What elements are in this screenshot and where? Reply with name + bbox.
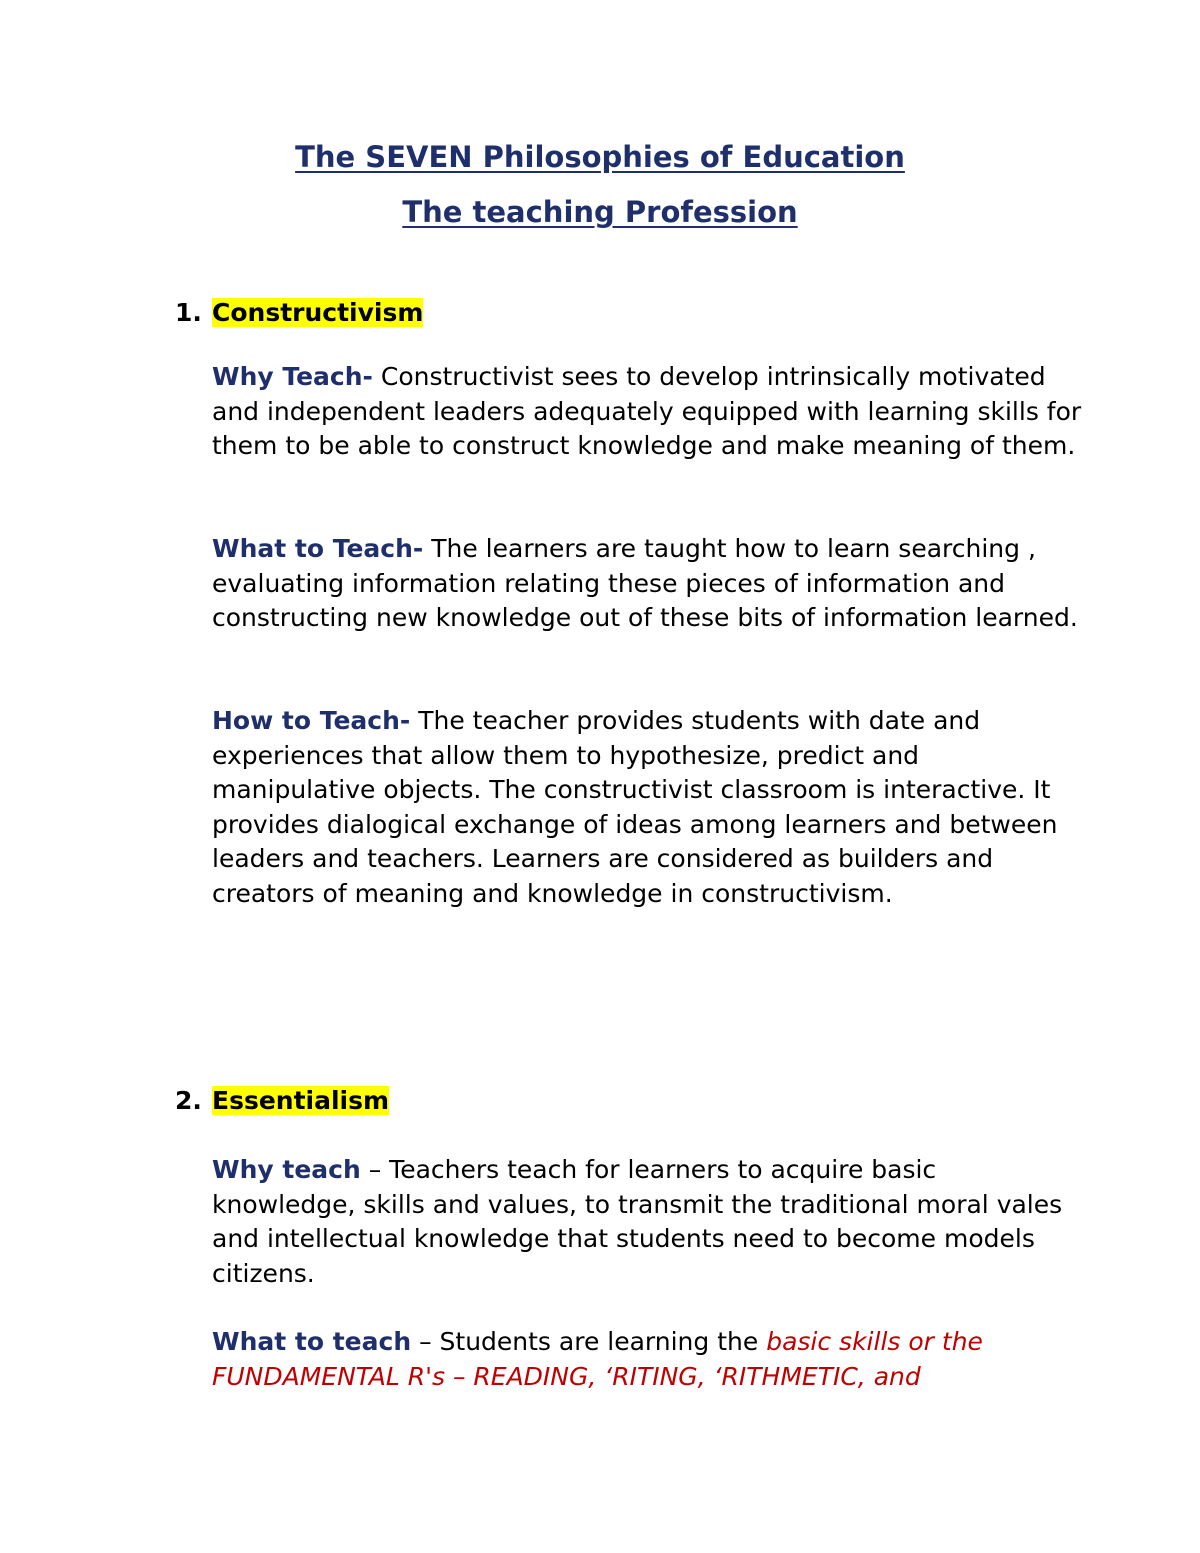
section-2-heading-text: Essentialism	[212, 1086, 390, 1115]
section-1-how-paragraph	[212, 704, 1082, 911]
section-2-number: 2.	[175, 1086, 202, 1115]
document-subtitle: The teaching Profession	[402, 195, 798, 229]
section-1-what-paragraph	[212, 532, 1082, 636]
section-2-heading	[212, 1084, 389, 1118]
section-2-what-text: – Students are learning the	[411, 1327, 767, 1356]
section-2-what-emphasis: basic skills or the FUNDAMENTAL R's – READING, ‘RITING, ‘RITHMETIC, and	[212, 1327, 983, 1391]
section-1-why-paragraph	[212, 360, 1082, 464]
section-1-why-text: Constructivist sees to develop intrinsically motivated and independent leaders adequately equipped with learning skills for them to be able to construct knowledge and make meaning of them.	[212, 362, 1082, 460]
section-1-number: 1.	[175, 298, 202, 327]
section-2-what-paragraph	[212, 1325, 1082, 1394]
section-2-why-paragraph	[212, 1153, 1082, 1291]
section-1-how-text: The teacher provides students with date and experiences that allow them to hypothesize, predict and manipulative objects. The constructivist classroom is interactive. It provides dialogical exchange of ideas among learners and between leaders and teachers. Learners are considered as builders and creators of meaning and knowledge in constructivism.	[212, 706, 1058, 908]
document-title: The SEVEN Philosophies of Education	[295, 140, 905, 174]
section-1-what-text: The learners are taught how to learn searching , evaluating information relating these pieces of information and constructing new knowledge out of these bits of information learned.	[212, 534, 1078, 632]
section-1-heading-text: Constructivism	[212, 298, 424, 327]
section-1-how-label: How to Teach-	[212, 706, 411, 735]
section-1-why-label: Why Teach-	[212, 362, 373, 391]
section-1-what-label: What to Teach-	[212, 534, 424, 563]
section-2-what-label: What to teach	[212, 1327, 412, 1356]
section-2-why-text: – Teachers teach for learners to acquire basic knowledge, skills and values, to transmit the traditional moral vales and intellectual knowledge that students need to become models citizens.	[212, 1155, 1063, 1288]
section-1-heading	[212, 296, 423, 330]
section-2-why-label: Why teach	[212, 1155, 361, 1184]
